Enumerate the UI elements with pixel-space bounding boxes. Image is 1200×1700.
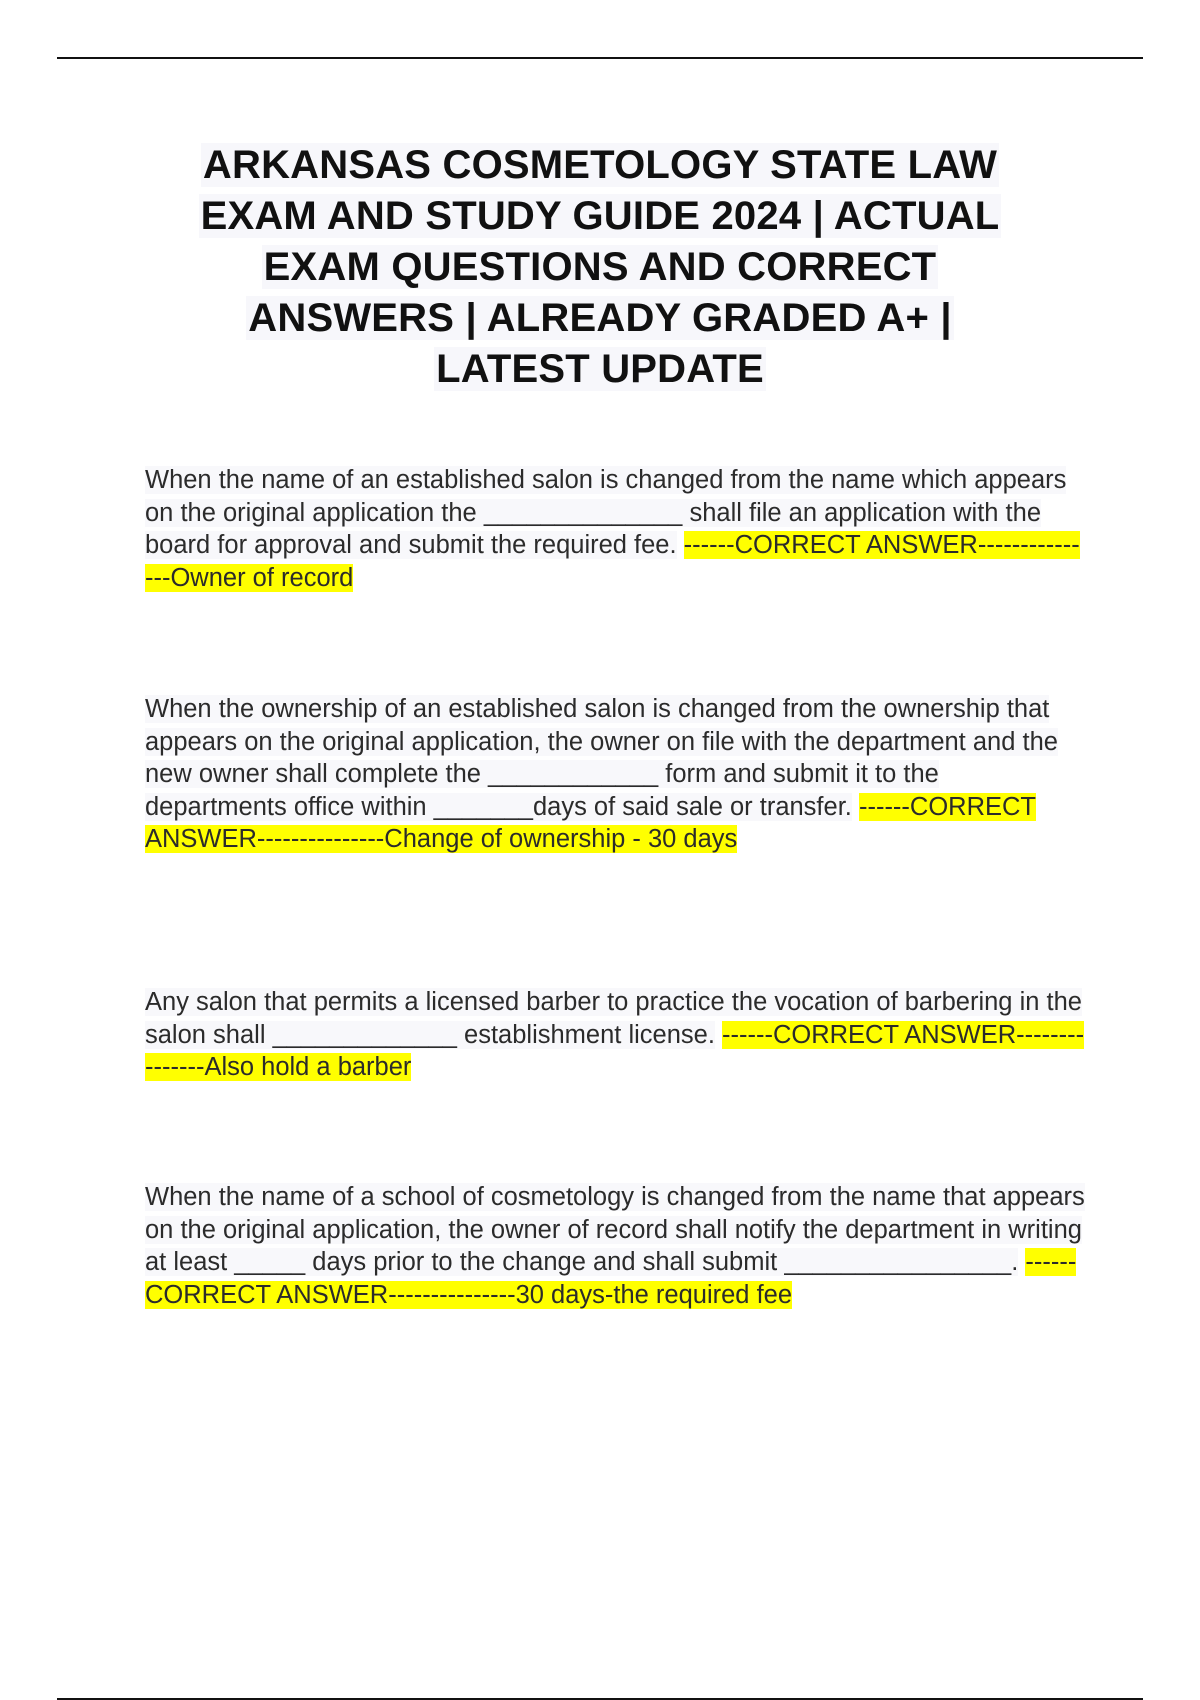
title-line-4: ANSWERS | ALREADY GRADED A+ | <box>248 296 952 340</box>
document-title-block <box>150 140 1050 395</box>
correct-answer-2: ------CORRECT ANSWER---------------Change of ownership - 30 days <box>145 792 1036 853</box>
title-line-5: LATEST UPDATE <box>436 347 764 391</box>
question-text-3: Any salon that permits a licensed barber to practice the vocation of barbering in the salon shall _____________ establishment license. <box>145 988 1082 1049</box>
question-text-4: When the name of a school of cosmetology is changed from the name that appears on the original application, the owner of record shall notify the department in writing at least _____ days prior to the change and shall submit ________________. <box>145 1183 1085 1276</box>
title-line-2: EXAM AND STUDY GUIDE 2024 | ACTUAL <box>200 194 1000 238</box>
top-rule <box>57 57 1143 59</box>
correct-answer-1: ------CORRECT ANSWER---------------Owner of record <box>145 531 1080 592</box>
question-block-1 <box>145 464 1085 594</box>
title-line-1: ARKANSAS COSMETOLOGY STATE LAW <box>202 143 998 187</box>
question-block-4 <box>145 1181 1085 1311</box>
question-block-2 <box>145 693 1085 856</box>
title-line-3: EXAM QUESTIONS AND CORRECT <box>263 245 937 289</box>
correct-answer-4: ------CORRECT ANSWER---------------30 days-the required fee <box>145 1248 1077 1309</box>
document-title <box>150 140 1050 395</box>
question-block-3 <box>145 986 1085 1084</box>
question-text-2: When the ownership of an established salon is changed from the ownership that appears on the original application, the owner on file with the department and the new owner shall complete the ____________ form and submit it to the departments office within _______days of said sale or transfer. <box>145 695 1058 821</box>
question-text-1: When the name of an established salon is changed from the name which appears on the original application the ______________ shall file an application with the board for approval and submit the required fee. <box>145 466 1067 559</box>
correct-answer-3: ------CORRECT ANSWER---------------Also hold a barber <box>145 1020 1085 1081</box>
